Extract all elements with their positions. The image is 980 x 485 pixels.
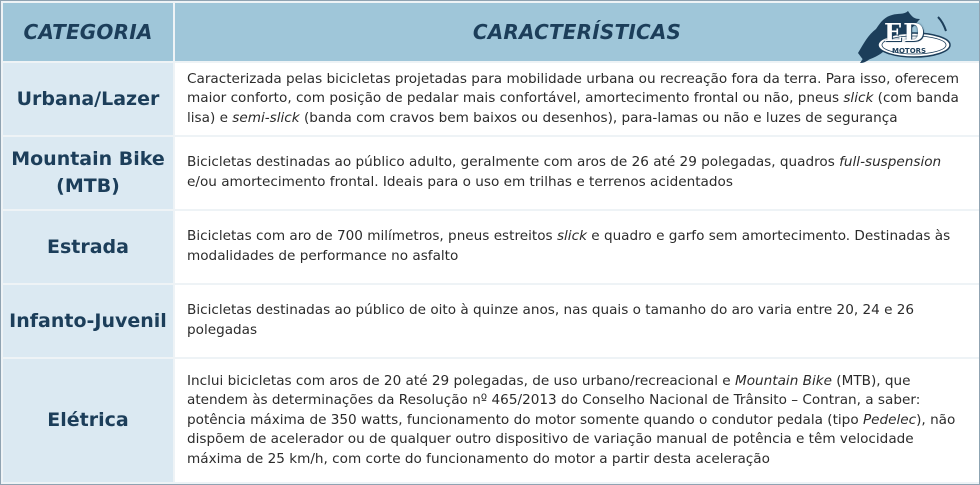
description-cell — [175, 285, 979, 357]
category-label: Estrada — [47, 235, 129, 258]
table-row — [1, 285, 979, 357]
text-run: Caracterizada pelas bicicletas projetadas para mobilidade urbana ou recreação fora da terra. Para isso, oferecem maior conforto, com posição de pedalar mais confortável, amortecimento frontal ou não, pneus — [187, 70, 959, 107]
italic-term: Mountain Bike — [734, 372, 832, 389]
text-run: e/ou amortecimento frontal. Ideais para o uso em trilhas e terrenos acidentados — [187, 174, 733, 190]
description-text — [187, 301, 971, 340]
text-run: Inclui bicicletas com aros de 20 até 29 polegadas, de uso urbano/recreacional e — [187, 372, 735, 389]
italic-term: slick — [556, 228, 587, 245]
text-run: ), não dispõem de acelerador ou de qualquer outro dispositivo de variação manual de potência e têm velocidade máxima de 25 km/h, com corte do funcionamento do motor a partir desta aceleração — [187, 411, 956, 467]
text-run: (banda com cravos bem baixos ou desenhos), para-lamas ou não e luzes de segurança — [299, 109, 898, 126]
description-cell — [175, 137, 979, 209]
header-category-cell — [3, 3, 173, 61]
table-row — [1, 211, 979, 283]
category-label: Mountain Bike (MTB) — [11, 148, 165, 197]
text-run: (MTB), que atendem às determinações da Resolução nº 465/2013 do Conselho Nacional de Trânsito – Contran, a saber: potência máxima de 350 watts, funcionamento do motor somente quando o condutor pedala (tipo — [187, 372, 921, 428]
text-run: e quadro e garfo sem amortecimento. Destinadas às modalidades de performance no asfalto — [187, 228, 951, 264]
table-header-row — [1, 3, 979, 61]
italic-term: full-suspension — [839, 154, 942, 171]
category-label: Elétrica — [47, 409, 129, 431]
description-text — [187, 153, 971, 192]
italic-term: Pedelec — [862, 411, 917, 428]
category-cell — [3, 137, 173, 209]
category-cell — [3, 63, 173, 135]
description-text — [187, 227, 971, 266]
ed-motors-logo — [854, 9, 954, 65]
description-cell — [175, 211, 979, 283]
italic-term: semi-slick — [232, 109, 300, 126]
description-cell — [175, 63, 979, 135]
text-run: Bicicletas destinadas ao público adulto, geralmente com aros de 26 até 29 polegadas, quadros — [187, 154, 840, 171]
category-cell — [3, 285, 173, 357]
description-cell — [175, 359, 979, 482]
category-label: Urbana/Lazer — [16, 87, 160, 110]
text-run: Bicicletas com aro de 700 milímetros, pneus estreitos — [187, 228, 557, 245]
category-cell — [3, 211, 173, 283]
table-row — [1, 359, 979, 482]
logo-motors-text: MOTORS — [892, 47, 927, 55]
category-cell — [3, 359, 173, 482]
italic-term: slick — [843, 90, 874, 107]
table-row — [1, 137, 979, 209]
category-label: Infanto-Juvenil — [9, 309, 167, 332]
description-text — [187, 372, 971, 470]
header-category-label: CATEGORIA — [23, 20, 153, 44]
header-features-label: CARACTERÍSTICAS — [472, 20, 682, 44]
text-run: (com banda lisa) e — [187, 90, 959, 126]
logo-ed-text: ED — [884, 18, 926, 47]
text-run: Bicicletas destinadas ao público de oito à quinze anos, nas quais o tamanho do aro varia entre 20, 24 e 26 polegadas — [187, 302, 915, 338]
table-row — [1, 63, 979, 135]
description-text — [187, 70, 971, 129]
